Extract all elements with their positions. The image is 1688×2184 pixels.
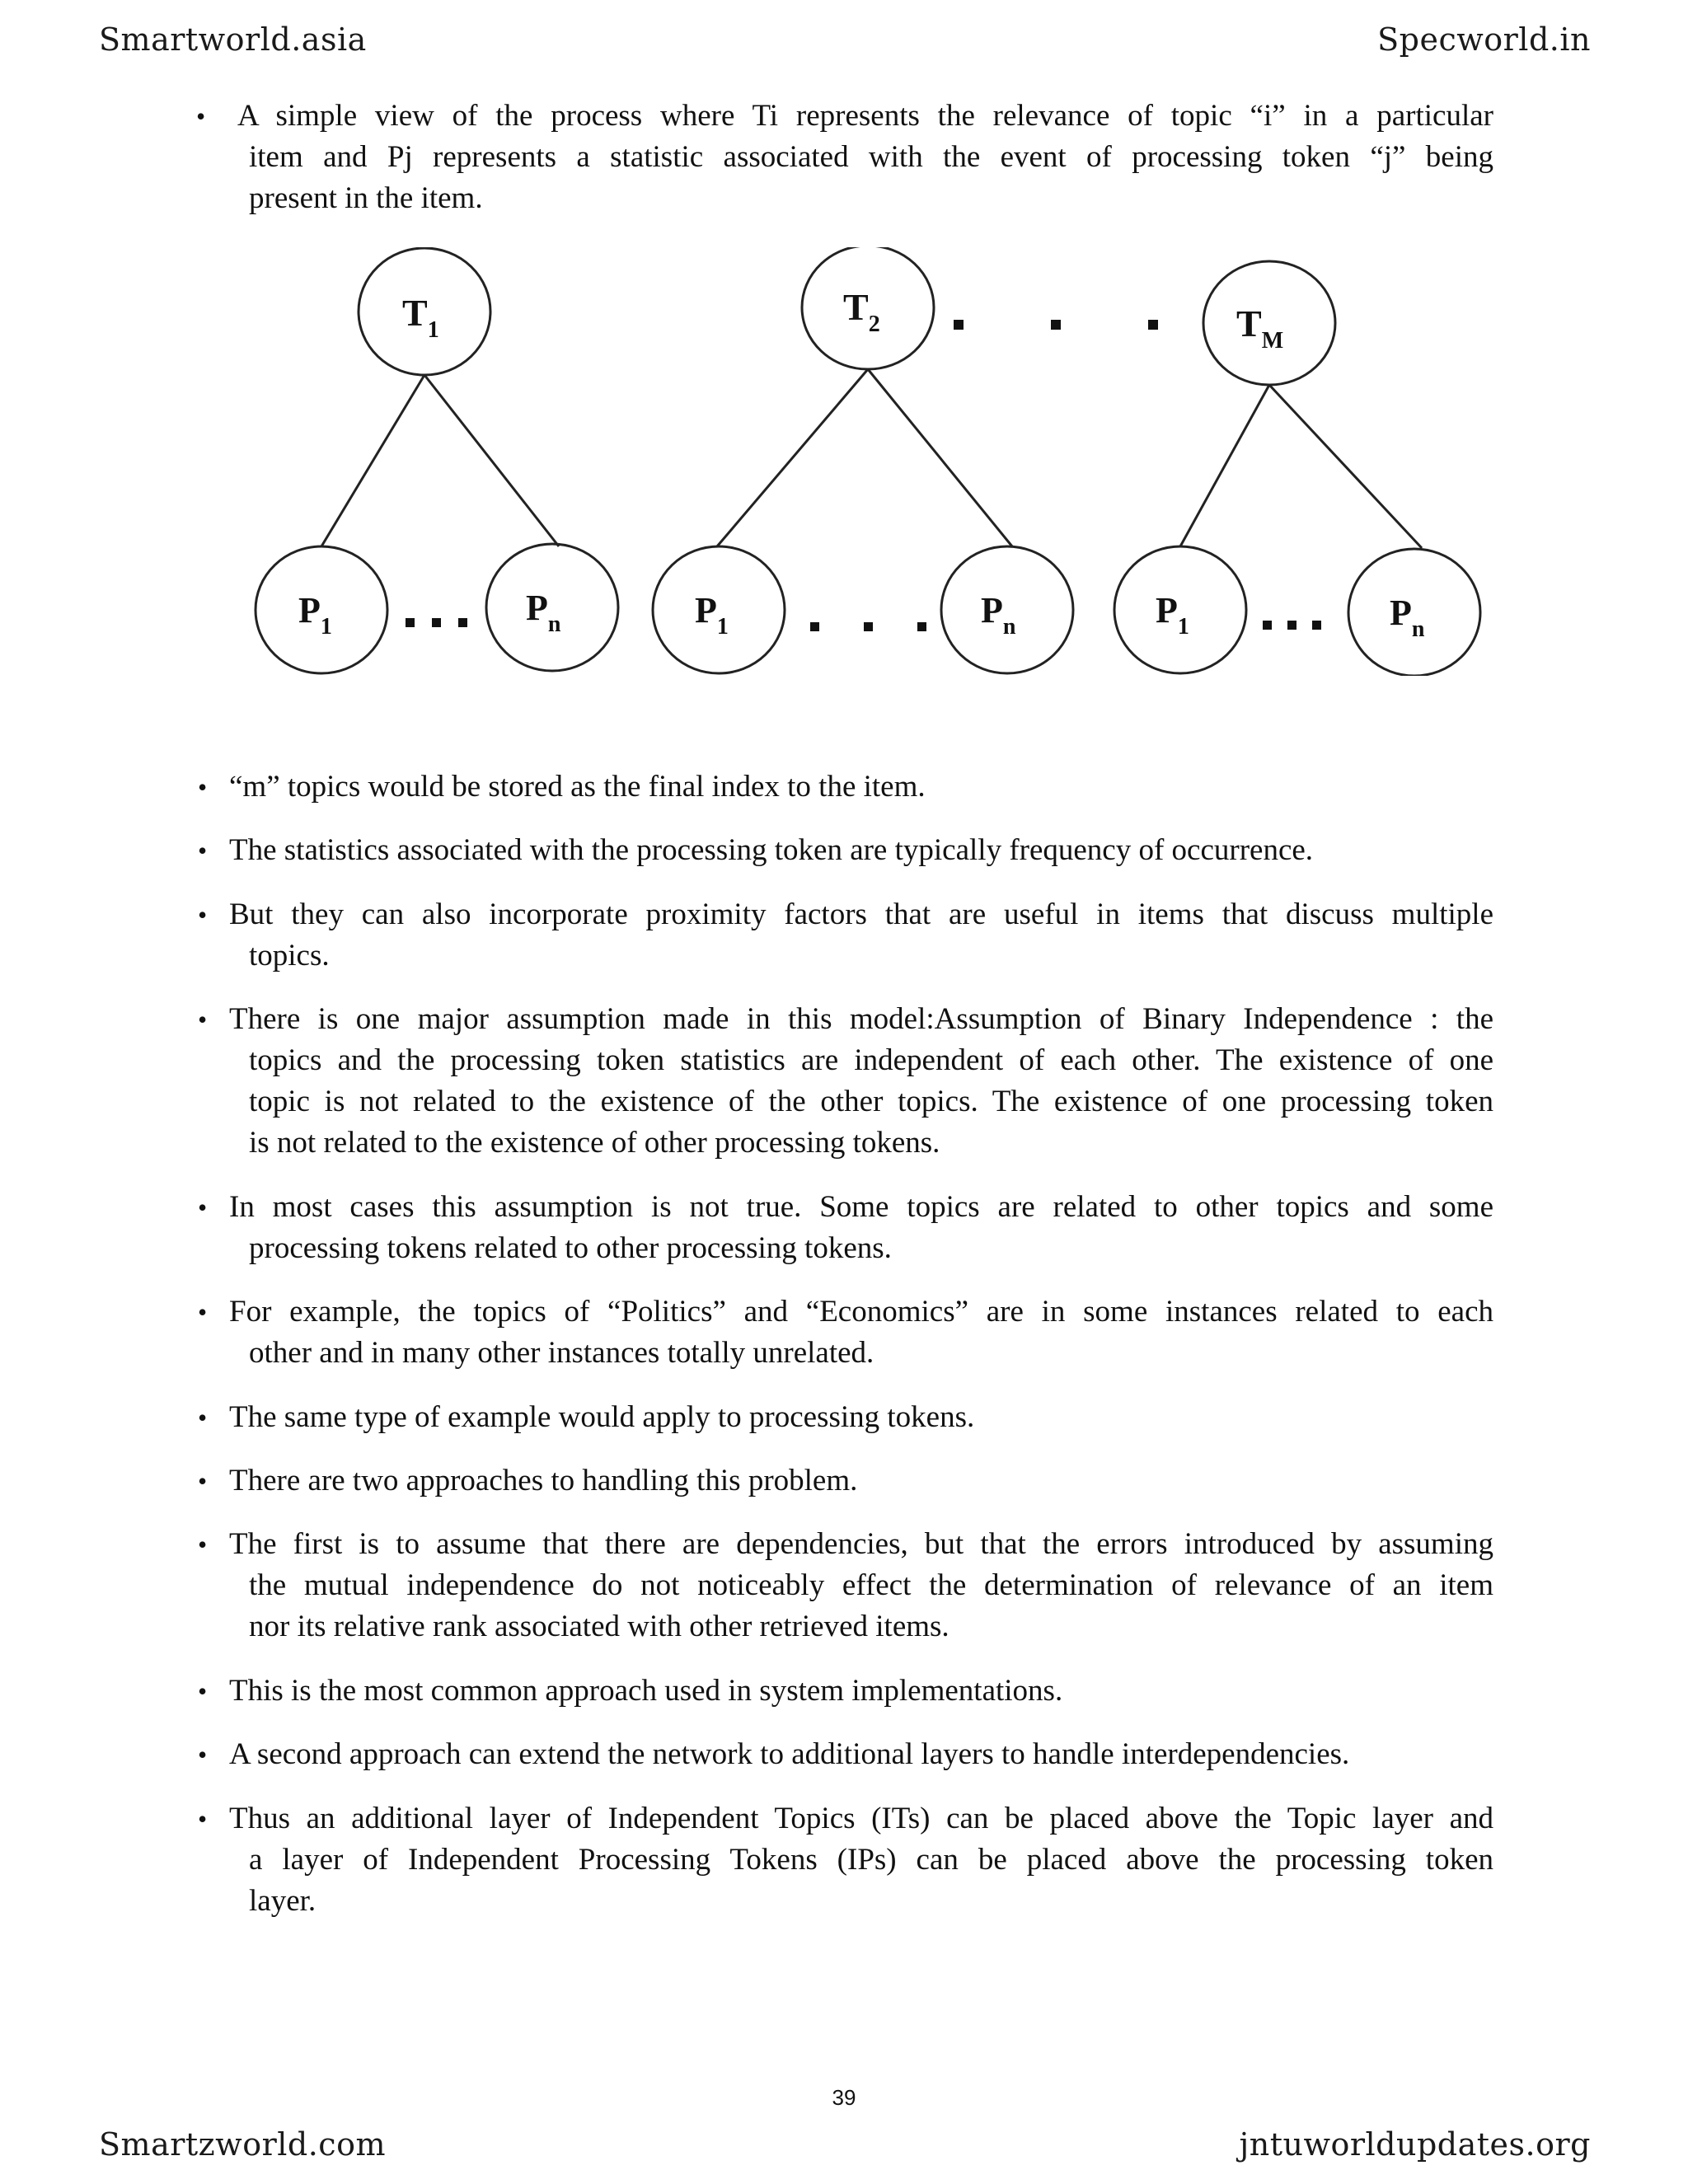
token-node-5 xyxy=(1114,546,1246,673)
edge-tm-pn xyxy=(1269,385,1422,548)
bullet-dot: • xyxy=(196,101,206,131)
footer-left-site: Smartzworld.com xyxy=(99,2126,386,2163)
token-label-3: $P_1$ xyxy=(695,590,729,640)
intro-line-2: item and Pj represents a statistic associated with the event of processing token “j” being xyxy=(249,140,1493,174)
bullet-item: • There is one major assumption made in this model:Assumption of Binary Independence : the topics and the processing token statistics are independent of each other. The existence of one topic is not related to the existence of the other topics. The existence of one processing token is not related to the existence of other processing tokens. xyxy=(198,1002,1493,1160)
intro-bullet xyxy=(0,96,1688,219)
bullet-item: • In most cases this assumption is not true. Some topics are related to other topics and some processing tokens related to other processing tokens. xyxy=(198,1190,1493,1265)
header-right-site: Specworld.in xyxy=(1377,21,1591,58)
topic-node-tm xyxy=(1203,261,1335,385)
token-label-2: $P_n$ xyxy=(526,588,561,637)
token-label-1: $P_1$ xyxy=(298,590,332,640)
bullet-item: • This is the most common approach used in system implementations. xyxy=(198,1674,1063,1708)
edge-t2-pn xyxy=(868,369,1012,546)
bullet-item: • The same type of example would apply to processing tokens. xyxy=(198,1400,975,1434)
header-left-site: Smartworld.asia xyxy=(99,21,367,58)
page-number: 39 xyxy=(832,2085,856,2110)
token-label-5: $P_1$ xyxy=(1156,590,1189,640)
footer-right-site: jntuworldupdates.org xyxy=(1239,2126,1591,2163)
bullet-item: • A second approach can extend the network to additional layers to handle interdependencies. xyxy=(198,1737,1350,1771)
topic-label-t2: $T_2$ xyxy=(843,286,880,337)
edge-t2-p1 xyxy=(717,369,868,546)
bullet-item: • The first is to assume that there are dependencies, but that the errors introduced by assuming the mutual independence do not noticeably effect the determination of relevance of an item nor its relative rank associated with other retrieved items. xyxy=(198,1527,1493,1643)
token-node-2 xyxy=(486,544,618,671)
topic-label-t1: $T_1$ xyxy=(402,292,439,343)
intro-line-1: A simple view of the process where Ti represents the relevance of topic “i” in a particular xyxy=(237,99,1493,133)
token-node-1 xyxy=(256,546,387,673)
intro-line-3: present in the item. xyxy=(249,181,483,215)
topic-token-network-diagram xyxy=(247,247,1500,676)
edge-tm-p1 xyxy=(1180,385,1269,546)
token-label-4: $P_n$ xyxy=(981,590,1016,640)
bullet-item: • Thus an additional layer of Independent Topics (ITs) can be placed above the Topic layer and a layer of Independent Processing Tokens (IPs) can be placed above the processing token layer. xyxy=(198,1802,1493,1918)
edge-t1-p1 xyxy=(321,375,424,546)
bullet-item: • For example, the topics of “Politics” and “Economics” are in some instances related to each other and in many other instances totally unrelated. xyxy=(198,1295,1493,1370)
bullet-item: • The statistics associated with the processing token are typically frequency of occurrence. xyxy=(198,833,1314,867)
edge-t1-pn xyxy=(424,375,559,546)
bullet-item: • But they can also incorporate proximity factors that are useful in items that discuss multiple topics. xyxy=(198,898,1493,972)
token-node-6 xyxy=(1348,549,1480,676)
token-node-4 xyxy=(941,546,1073,673)
topic-label-tm: $T_M$ xyxy=(1236,302,1284,354)
ellipsis-dots xyxy=(406,320,1321,631)
bullet-item: • “m” topics would be stored as the final index to the item. xyxy=(198,770,926,804)
bullet-item: • There are two approaches to handling this problem. xyxy=(198,1464,858,1497)
token-node-3 xyxy=(653,546,785,673)
token-label-6: $P_n$ xyxy=(1390,593,1425,642)
